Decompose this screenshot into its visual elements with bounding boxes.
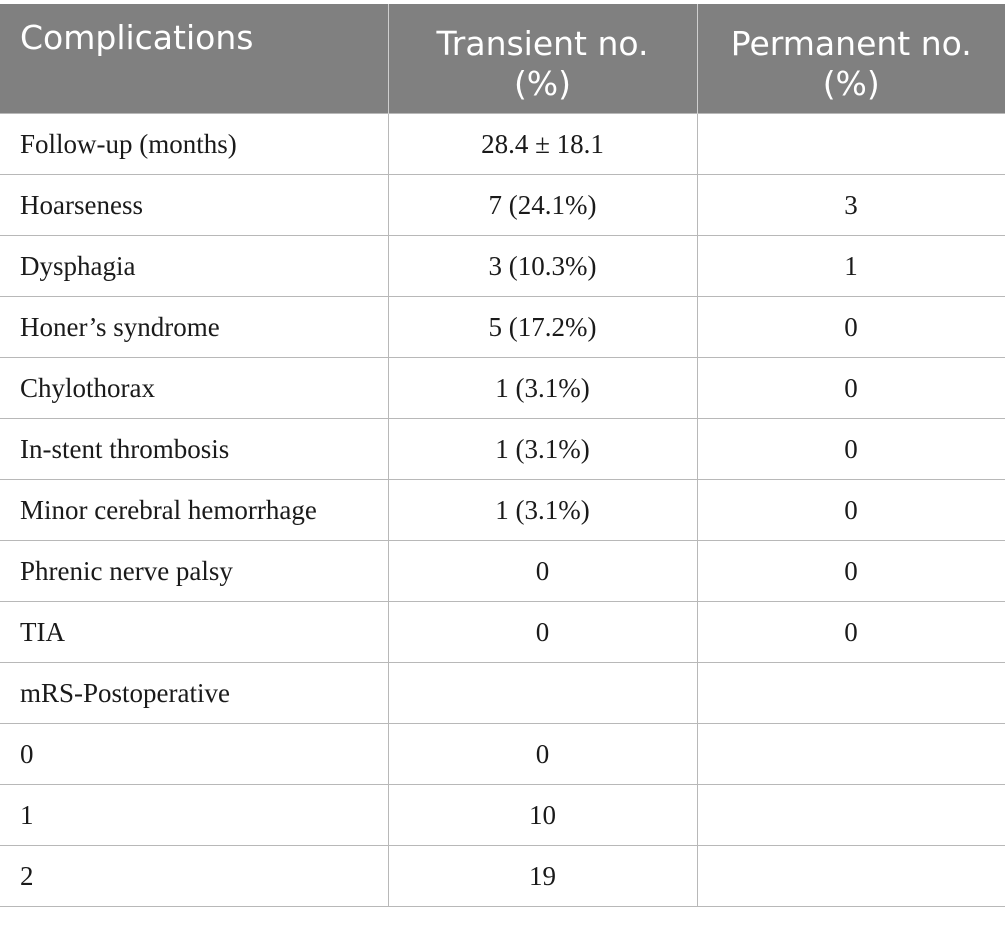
header-transient-line1: Transient no. [436,24,649,63]
table-row [0,175,1005,236]
header-permanent [697,4,1005,114]
row-label: 0 [0,724,388,785]
row-permanent: 3 [697,175,1005,236]
table-body [0,114,1005,907]
row-transient: 1 (3.1%) [388,480,697,541]
row-label: Honer’s syndrome [0,297,388,358]
row-transient: 5 (17.2%) [388,297,697,358]
row-transient: 3 (10.3%) [388,236,697,297]
header-transient-line2: (%) [513,64,572,103]
table-row [0,236,1005,297]
header-permanent-line2: (%) [822,64,880,103]
row-permanent [697,663,1005,724]
row-transient: 7 (24.1%) [388,175,697,236]
table-row [0,663,1005,724]
row-transient: 1 (3.1%) [388,419,697,480]
row-transient: 0 [388,724,697,785]
table-row [0,785,1005,846]
complications-table [0,4,1005,907]
row-label: Hoarseness [0,175,388,236]
row-transient: 0 [388,602,697,663]
table-row [0,480,1005,541]
row-label: Follow-up (months) [0,114,388,175]
row-permanent [697,114,1005,175]
row-label: 1 [0,785,388,846]
row-permanent: 0 [697,602,1005,663]
header-complications [0,4,388,114]
row-label: Dysphagia [0,236,388,297]
row-permanent: 0 [697,358,1005,419]
row-label: 2 [0,846,388,907]
row-label: In-stent thrombosis [0,419,388,480]
row-transient: 0 [388,541,697,602]
row-permanent [697,846,1005,907]
row-permanent: 1 [697,236,1005,297]
table-row [0,602,1005,663]
table-row [0,358,1005,419]
header-complications-label: Complications [20,18,254,57]
table-row [0,724,1005,785]
row-label: TIA [0,602,388,663]
row-transient: 28.4 ± 18.1 [388,114,697,175]
row-permanent: 0 [697,419,1005,480]
header-row [0,4,1005,114]
row-permanent [697,785,1005,846]
row-label: Phrenic nerve palsy [0,541,388,602]
table-row [0,114,1005,175]
row-label: mRS-Postoperative [0,663,388,724]
header-permanent-line1: Permanent no. [730,24,972,63]
row-permanent [697,724,1005,785]
row-permanent: 0 [697,541,1005,602]
row-permanent: 0 [697,480,1005,541]
header-transient [388,4,697,114]
table-row [0,846,1005,907]
row-transient: 1 (3.1%) [388,358,697,419]
row-transient: 10 [388,785,697,846]
row-label: Minor cerebral hemorrhage [0,480,388,541]
row-label: Chylothorax [0,358,388,419]
table-header [0,4,1005,114]
row-permanent: 0 [697,297,1005,358]
table-row [0,419,1005,480]
row-transient: 19 [388,846,697,907]
table-row [0,541,1005,602]
row-transient [388,663,697,724]
table-row [0,297,1005,358]
